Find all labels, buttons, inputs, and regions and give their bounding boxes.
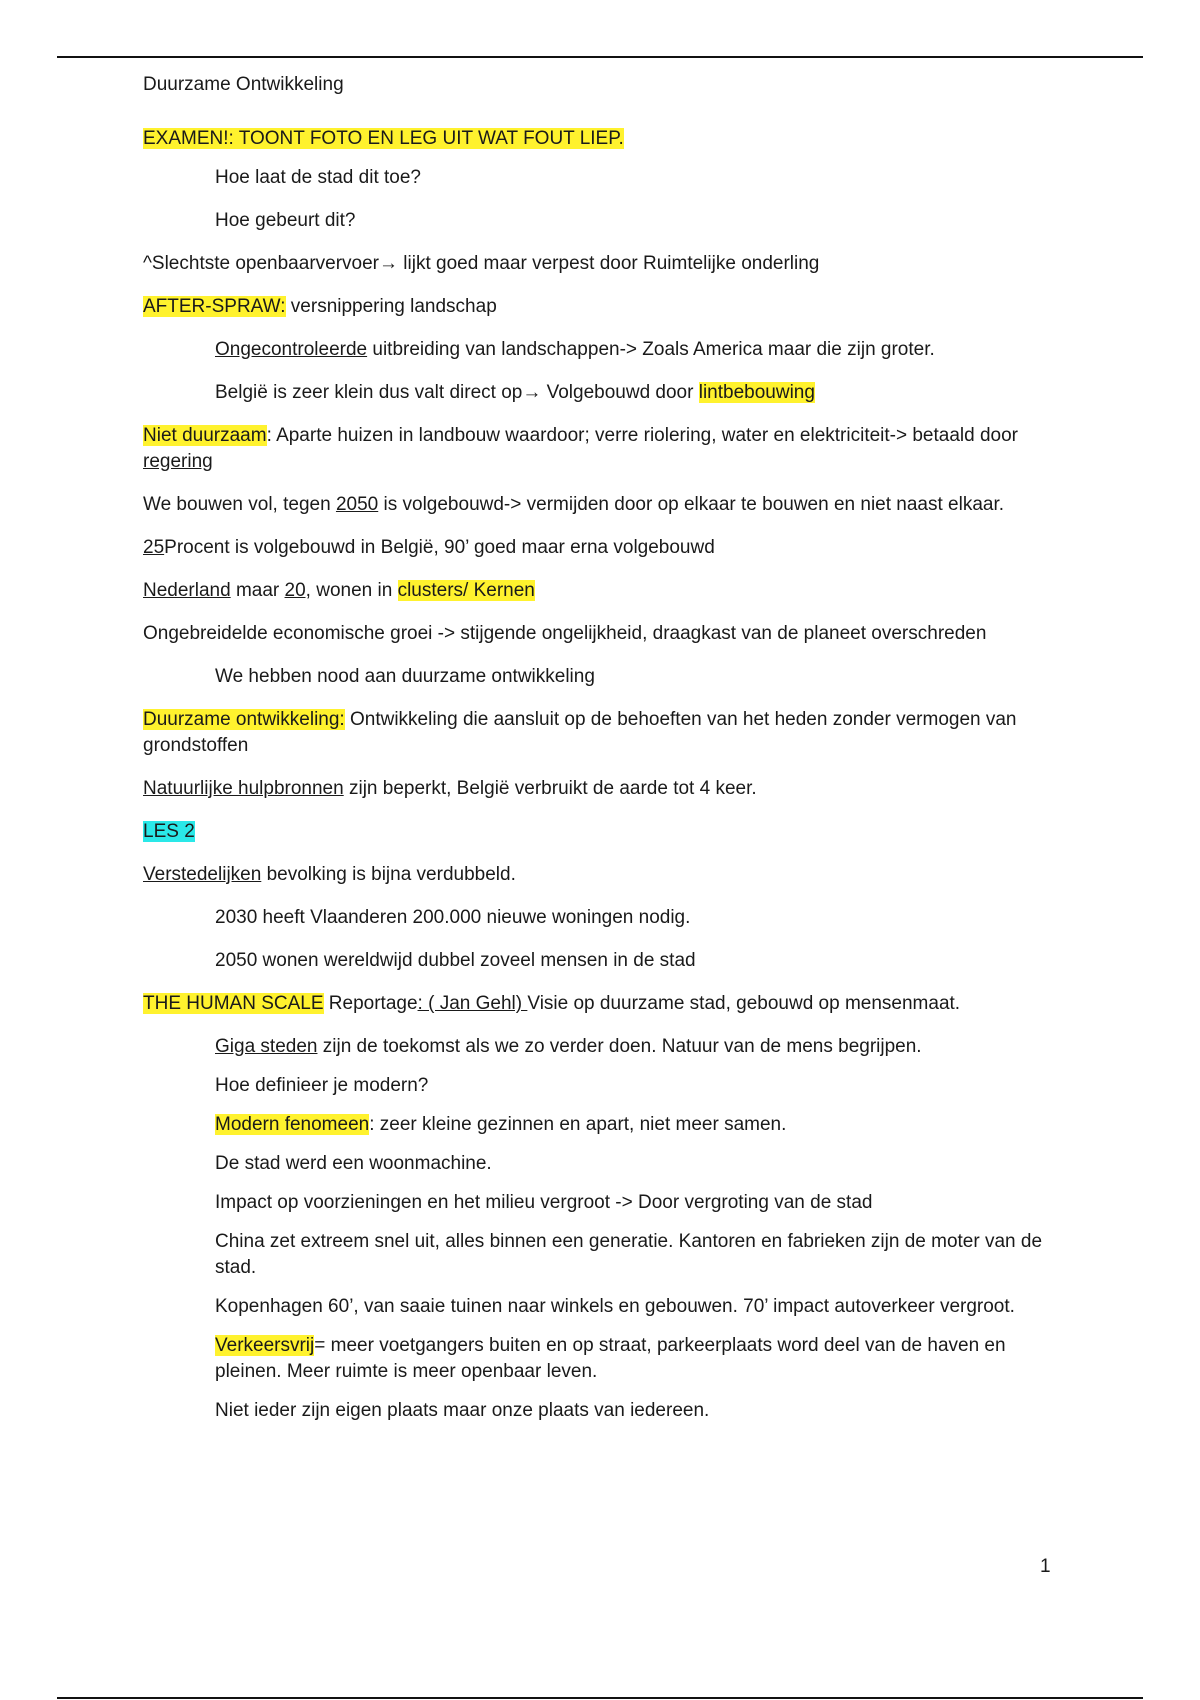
highlight: AFTER-SPRAW: <box>143 296 286 317</box>
line-transport: ^Slechtste openbaarvervoer→ lijkt goed maar verpest door Ruimtelijke onderling <box>143 253 820 274</box>
underlined-term: Ongecontroleerde <box>215 339 368 360</box>
highlight: lintbebouwing <box>698 382 815 403</box>
line-nood: We hebben nood aan duurzame ontwikkeling <box>215 666 595 687</box>
top-rule <box>57 56 1143 58</box>
underlined-term: 25 <box>143 537 165 558</box>
line-2050-stad: 2050 wonen wereldwijd dubbel zoveel mensen in de stad <box>215 950 696 971</box>
question-2: Hoe gebeurt dit? <box>215 210 356 231</box>
line-definitie: Duurzame ontwikkeling: Ontwikkeling die aansluit op de behoeften van het heden zonder vermogen van grondstoffen <box>143 709 1017 756</box>
line-nederland: Nederland maar 20, wonen in clusters/ Kernen <box>143 580 535 601</box>
highlight: Verkeersvrij <box>215 1335 315 1356</box>
line-verkeersvrij: Verkeersvrij= meer voetgangers buiten en op straat, parkeerplaats word deel van de haven en pleinen. Meer ruimte is meer openbaar leven. <box>215 1335 1006 1382</box>
line-2030: 2030 heeft Vlaanderen 200.000 nieuwe woningen nodig. <box>215 907 691 928</box>
line-modern-fenomeen: Modern fenomeen: zeer kleine gezinnen en apart, niet meer samen. <box>215 1114 787 1135</box>
underlined-term: regering <box>143 451 213 472</box>
underlined-term: : ( Jan Gehl) <box>417 993 528 1014</box>
section-les-2 <box>143 819 1063 845</box>
line-after-spraw: AFTER-SPRAW: versnippering landschap <box>143 296 497 317</box>
line-belgie: België is zeer klein dus valt direct op→ Volgebouwd door lintbebouwing <box>215 382 815 403</box>
document-body <box>143 72 1063 1437</box>
highlight: Modern fenomeen <box>215 1114 370 1135</box>
page-header: Duurzame Ontwikkeling <box>143 74 344 95</box>
line-uitbreiding: Ongecontroleerde uitbreiding van landschappen-> Zoals America maar die zijn groter. <box>215 339 935 360</box>
underlined-term: 20, <box>284 580 311 601</box>
exam-note <box>143 126 1063 152</box>
line-iedereen: Niet ieder zijn eigen plaats maar onze plaats van iedereen. <box>215 1400 710 1421</box>
line-china: China zet extreem snel uit, alles binnen een generatie. Kantoren en fabrieken zijn de moter van de stad. <box>215 1231 1043 1278</box>
highlight: Duurzame ontwikkeling: <box>143 709 345 730</box>
line-verstedelijken: Verstedelijken bevolking is bijna verdubbeld. <box>143 864 516 885</box>
line-niet-duurzaam: Niet duurzaam: Aparte huizen in landbouw waardoor; verre riolering, water en elektriciteit-> betaald door regering <box>143 425 1019 472</box>
line-hulpbronnen: Natuurlijke hulpbronnen zijn beperkt, België verbruikt de aarde tot 4 keer. <box>143 778 757 799</box>
question-1: Hoe laat de stad dit toe? <box>215 167 421 188</box>
line-25-procent: 25Procent is volgebouwd in België, 90’ goed maar erna volgebouwd <box>143 537 715 558</box>
highlight: Niet duurzaam <box>143 425 267 446</box>
underlined-term: Giga steden <box>215 1036 318 1057</box>
highlight: THE HUMAN SCALE <box>143 993 324 1014</box>
underlined-term: Verstedelijken <box>143 864 262 885</box>
line-woonmachine: De stad werd een woonmachine. <box>215 1153 492 1174</box>
highlight: clusters/ Kernen <box>397 580 535 601</box>
highlight: EXAMEN!: TOONT FOTO EN LEG UIT WAT FOUT LIEP. <box>143 128 624 149</box>
underlined-term: Nederland <box>143 580 231 601</box>
highlight-cyan: LES 2 <box>143 821 195 842</box>
underlined-term: 2050 <box>335 494 379 515</box>
line-impact: Impact op voorzieningen en het milieu vergroot -> Door vergroting van de stad <box>215 1192 873 1213</box>
line-giga-steden: Giga steden zijn de toekomst als we zo verder doen. Natuur van de mens begrijpen. <box>215 1036 922 1057</box>
line-2050: We bouwen vol, tegen 2050 is volgebouwd-> vermijden door op elkaar te bouwen en niet naast elkaar. <box>143 494 1005 515</box>
underlined-term: Natuurlijke hulpbronnen <box>143 778 344 799</box>
page-number: 1 <box>1040 1556 1051 1577</box>
line-groei: Ongebreidelde economische groei -> stijgende ongelijkheid, draagkast van de planeet overschreden <box>143 623 987 644</box>
line-human-scale: THE HUMAN SCALE Reportage: ( Jan Gehl) Visie op duurzame stad, gebouwd op mensenmaat. <box>143 993 961 1014</box>
line-modern-vraag: Hoe definieer je modern? <box>215 1075 429 1096</box>
line-kopenhagen: Kopenhagen 60’, van saaie tuinen naar winkels en gebouwen. 70’ impact autoverkeer vergroot. <box>215 1296 1015 1317</box>
bottom-rule <box>57 1697 1143 1699</box>
